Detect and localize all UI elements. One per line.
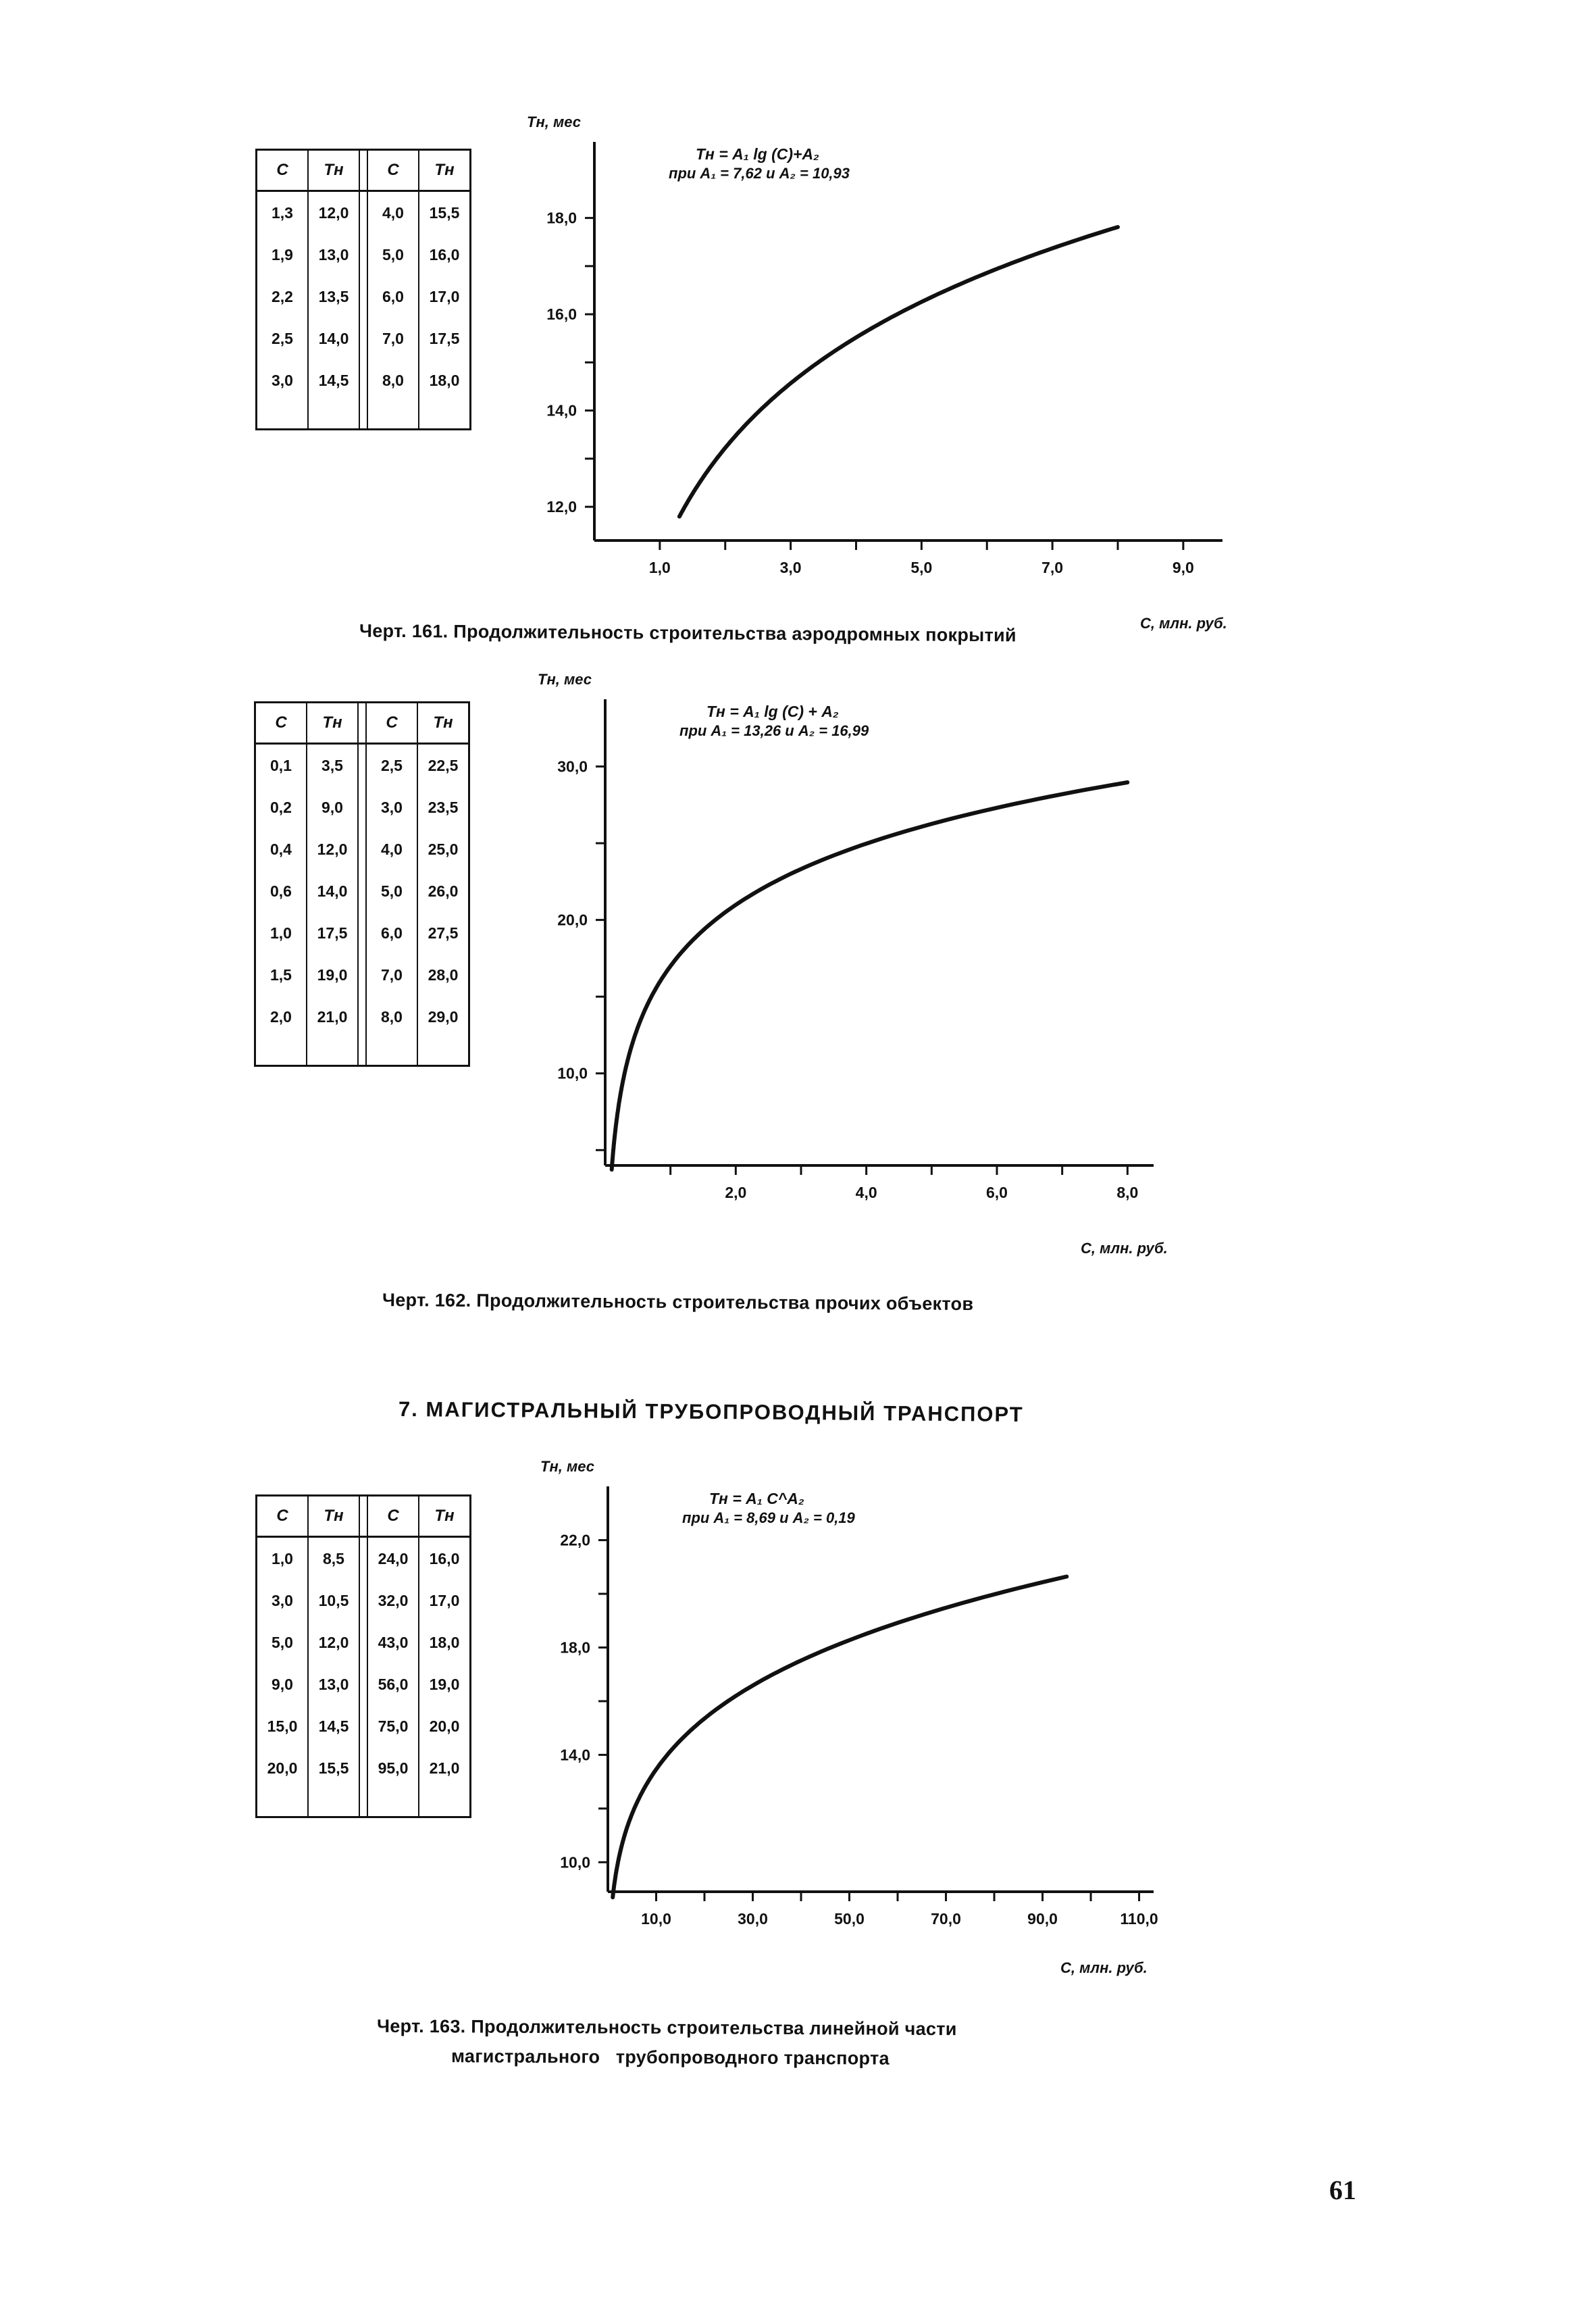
y-tick-label: 10,0 xyxy=(560,1853,590,1871)
y-tick-label: 18,0 xyxy=(546,209,577,227)
y-tick-label: 10,0 xyxy=(557,1064,588,1082)
table-cell: 7,0 xyxy=(366,954,417,996)
y-tick-label: 30,0 xyxy=(557,757,588,776)
y-tick-label: 16,0 xyxy=(546,305,577,324)
table-cell: 3,0 xyxy=(257,1580,309,1621)
table-cell: 8,5 xyxy=(308,1537,359,1580)
table-cell: 10,5 xyxy=(308,1580,359,1621)
table-cell: 16,0 xyxy=(419,234,471,276)
table-cell: 27,5 xyxy=(417,912,469,954)
table-cell: 4,0 xyxy=(366,828,417,870)
caption-163: Черт. 163. Продолжительность строительства линейной части xyxy=(376,2015,957,2040)
x-tick-label: 70,0 xyxy=(931,1910,961,1928)
table-cell: 5,0 xyxy=(257,1621,309,1663)
table-cell: 5,0 xyxy=(367,234,419,276)
x-tick-label: 90,0 xyxy=(1027,1910,1058,1928)
formula-line-1: Тн = А₁ lg (С) + А₂ xyxy=(706,703,839,720)
table-cell: 2,0 xyxy=(255,996,307,1038)
table-cell: 17,0 xyxy=(419,1580,471,1621)
table-cell: 16,0 xyxy=(419,1537,471,1580)
table-cell: 13,0 xyxy=(308,234,359,276)
table-cell: 0,1 xyxy=(255,744,307,787)
y-tick-label: 20,0 xyxy=(557,911,588,929)
x-tick-label: 4,0 xyxy=(855,1184,877,1201)
table-cell: 15,5 xyxy=(419,191,471,234)
table-cell: 26,0 xyxy=(417,870,469,912)
table-header: Тн xyxy=(419,150,471,191)
table-header: С xyxy=(255,703,307,744)
table-cell: 12,0 xyxy=(307,828,358,870)
table-cell: 18,0 xyxy=(419,359,471,401)
table-header: Тн xyxy=(308,150,359,191)
table-cell: 21,0 xyxy=(419,1747,471,1789)
table-cell: 17,5 xyxy=(419,318,471,359)
table-cell: 3,5 xyxy=(307,744,358,787)
x-tick-label: 1,0 xyxy=(648,559,671,576)
y-tick-label: 12,0 xyxy=(546,498,577,516)
y-tick-label: 18,0 xyxy=(560,1638,590,1657)
table-cell: 0,4 xyxy=(255,828,307,870)
table-header: Тн xyxy=(307,703,358,744)
x-tick-label: 30,0 xyxy=(738,1910,768,1928)
table-cell: 2,2 xyxy=(257,276,309,318)
table-cell: 32,0 xyxy=(367,1580,419,1621)
x-axis-label: С, млн. руб. xyxy=(1140,615,1227,632)
table-cell: 1,3 xyxy=(257,191,309,234)
table-cell: 17,0 xyxy=(419,276,471,318)
table-cell: 1,0 xyxy=(255,912,307,954)
table-cell: 21,0 xyxy=(307,996,358,1038)
y-tick-label: 22,0 xyxy=(560,1531,590,1549)
table-cell: 25,0 xyxy=(417,828,469,870)
table-cell: 19,0 xyxy=(307,954,358,996)
table-cell: 14,5 xyxy=(308,359,359,401)
table-cell: 6,0 xyxy=(366,912,417,954)
table-cell: 22,5 xyxy=(417,744,469,787)
x-axis-label: С, млн. руб. xyxy=(1081,1240,1168,1257)
x-axis-label: С, млн. руб. xyxy=(1060,1959,1148,1976)
y-tick-label: 14,0 xyxy=(560,1746,590,1764)
table-cell: 3,0 xyxy=(366,786,417,828)
page-number: 61 xyxy=(1329,2175,1356,2205)
x-tick-label: 7,0 xyxy=(1041,559,1064,576)
caption-162: Черт. 162. Продолжительность строительства прочих объектов xyxy=(382,1289,974,1315)
table-cell: 12,0 xyxy=(308,191,359,234)
y-axis-label: Тн, мес xyxy=(540,1458,594,1475)
table-cell: 5,0 xyxy=(366,870,417,912)
x-tick-label: 5,0 xyxy=(910,559,933,576)
table-cell: 17,5 xyxy=(307,912,358,954)
y-tick-label: 14,0 xyxy=(546,401,577,420)
y-axis-label: Тн, мес xyxy=(527,114,581,130)
x-tick-label: 10,0 xyxy=(641,1910,671,1928)
table-cell: 1,5 xyxy=(255,954,307,996)
y-axis-label: Тн, мес xyxy=(538,671,592,688)
table-cell: 3,0 xyxy=(257,359,309,401)
table-cell: 8,0 xyxy=(367,359,419,401)
x-tick-label: 6,0 xyxy=(986,1184,1008,1201)
table-cell: 13,0 xyxy=(308,1663,359,1705)
table-cell: 8,0 xyxy=(366,996,417,1038)
table-cell: 23,5 xyxy=(417,786,469,828)
table-cell: 28,0 xyxy=(417,954,469,996)
table-cell: 1,0 xyxy=(257,1537,309,1580)
x-tick-label: 2,0 xyxy=(725,1184,747,1201)
table-cell: 2,5 xyxy=(257,318,309,359)
x-tick-label: 9,0 xyxy=(1172,559,1194,576)
formula-line-2: при А₁ = 8,69 и А₂ = 0,19 xyxy=(682,1509,855,1526)
table-cell: 95,0 xyxy=(367,1747,419,1789)
table-cell: 15,5 xyxy=(308,1747,359,1789)
section-title: 7. МАГИСТРАЛЬНЫЙ ТРУБОПРОВОДНЫЙ ТРАНСПОРТ xyxy=(398,1397,1024,1427)
table-cell: 29,0 xyxy=(417,996,469,1038)
table-cell: 15,0 xyxy=(257,1705,309,1747)
table-cell: 19,0 xyxy=(419,1663,471,1705)
caption-161: Черт. 161. Продолжительность строительства аэродромных покрытий xyxy=(359,620,1016,646)
table-header: Тн xyxy=(419,1496,471,1537)
formula-line-2: при А₁ = 7,62 и А₂ = 10,93 xyxy=(669,165,850,182)
table-cell: 0,2 xyxy=(255,786,307,828)
table-cell: 6,0 xyxy=(367,276,419,318)
table-cell: 24,0 xyxy=(367,1537,419,1580)
table-header: Тн xyxy=(417,703,469,744)
x-tick-label: 3,0 xyxy=(779,559,802,576)
table-cell: 14,5 xyxy=(308,1705,359,1747)
table-header: Тн xyxy=(308,1496,359,1537)
table-cell: 7,0 xyxy=(367,318,419,359)
x-tick-label: 50,0 xyxy=(834,1910,865,1928)
table-header: С xyxy=(257,1496,309,1537)
table-cell: 0,6 xyxy=(255,870,307,912)
table-header: С xyxy=(367,150,419,191)
caption-163-line2: магистрального трубопроводного транспорта xyxy=(451,2046,890,2069)
table-cell: 9,0 xyxy=(307,786,358,828)
table-cell: 1,9 xyxy=(257,234,309,276)
table-header: С xyxy=(257,150,309,191)
table-cell: 75,0 xyxy=(367,1705,419,1747)
table-cell: 43,0 xyxy=(367,1621,419,1663)
formula-line-1: Тн = А₁ С^А₂ xyxy=(709,1490,804,1507)
formula-line-1: Тн = А₁ lg (С)+А₂ xyxy=(696,145,819,163)
table-header: С xyxy=(367,1496,419,1537)
formula-line-2: при А₁ = 13,26 и А₂ = 16,99 xyxy=(679,722,869,739)
table-cell: 14,0 xyxy=(307,870,358,912)
table-cell: 18,0 xyxy=(419,1621,471,1663)
table-cell: 2,5 xyxy=(366,744,417,787)
table-cell: 14,0 xyxy=(308,318,359,359)
table-cell: 12,0 xyxy=(308,1621,359,1663)
series-line xyxy=(613,1577,1066,1898)
x-tick-label: 110,0 xyxy=(1120,1910,1158,1928)
x-tick-label: 8,0 xyxy=(1116,1184,1139,1201)
table-cell: 9,0 xyxy=(257,1663,309,1705)
table-cell: 20,0 xyxy=(257,1747,309,1789)
table-header: С xyxy=(366,703,417,744)
table-cell: 13,5 xyxy=(308,276,359,318)
table-cell: 20,0 xyxy=(419,1705,471,1747)
table-cell: 4,0 xyxy=(367,191,419,234)
table-cell: 56,0 xyxy=(367,1663,419,1705)
